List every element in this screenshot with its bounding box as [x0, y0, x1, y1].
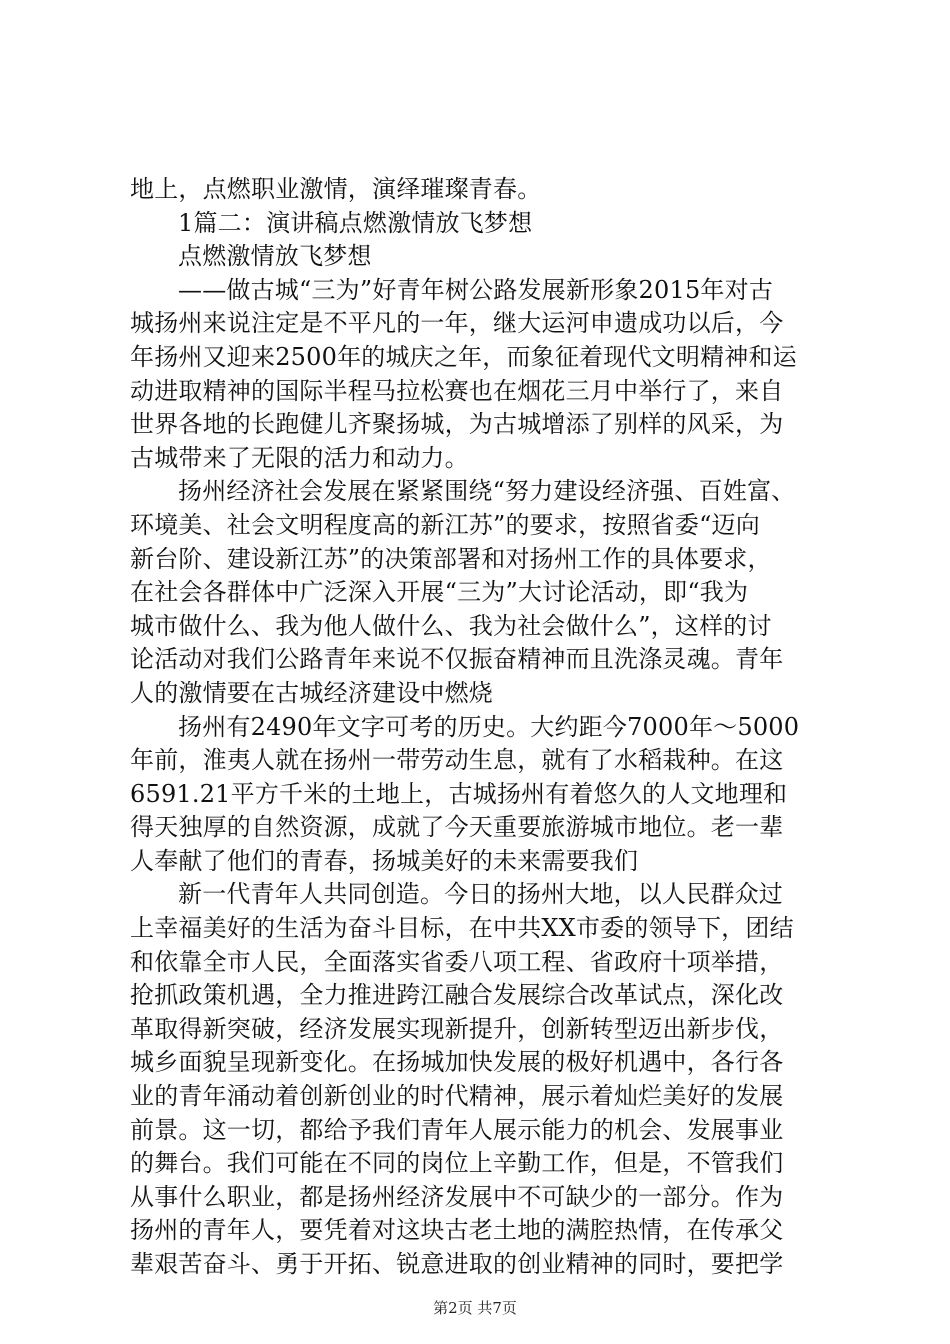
- speech-title: 点燃激情放飞梦想: [178, 242, 372, 271]
- paragraph-start-line: 新一代青年人共同创造。今日的扬州大地，以人民群众过: [178, 880, 783, 909]
- text-line: 前景。这一切，都给予我们青年人展示能力的机会、发展事业: [130, 1115, 784, 1144]
- text-line: 在社会各群体中广泛深入开展“三为”大讨论活动，即“我为: [130, 578, 749, 607]
- text-line: 得天独厚的自然资源，成就了今天重要旅游城市地位。老一辈: [130, 813, 784, 842]
- text-line: 扬州的青年人，要凭着对这块古老土地的满腔热情，在传承父: [130, 1216, 784, 1245]
- text-line: 的舞台。我们可能在不同的岗位上辛勤工作，但是，不管我们: [130, 1149, 784, 1178]
- text-line: 人奉献了他们的青春，扬城美好的未来需要我们: [130, 846, 639, 875]
- text-line: 城乡面貌呈现新变化。在扬城加快发展的极好机遇中，各行各: [130, 1048, 784, 1077]
- text-line: 城扬州来说注定是不平凡的一年，继大运河申遗成功以后，今: [130, 309, 784, 338]
- text-line: 论活动对我们公路青年来说不仅振奋精神而且洗涤灵魂。青年: [130, 645, 784, 674]
- text-line: 动进取精神的国际半程马拉松赛也在烟花三月中举行了，来自: [130, 376, 784, 405]
- text-line: 古城带来了无限的活力和动力。: [130, 443, 469, 472]
- text-line: 从事什么职业，都是扬州经济发展中不可缺少的一部分。作为: [130, 1182, 784, 1211]
- text-line: 抢抓政策机遇，全力推进跨江融合发展综合改革试点，深化改: [130, 981, 784, 1010]
- text-line: 新台阶、建设新江苏”的决策部署和对扬州工作的具体要求，: [130, 544, 772, 573]
- text-line: 世界各地的长跑健儿齐聚扬城，为古城增添了别样的风采，为: [130, 410, 784, 439]
- document-body: [130, 173, 845, 1282]
- text-line: 地上，点燃职业激情，演绎璀璨青春。: [130, 175, 542, 203]
- text-line: 6591.21平方千米的土地上，古城扬州有着悠久的人文地理和: [130, 779, 788, 808]
- text-line: 环境美、社会文明程度高的新江苏”的要求，按照省委“迈向: [130, 510, 760, 539]
- text-line: 和依靠全市人民，全面落实省委八项工程、省政府十项举措，: [130, 947, 784, 976]
- speech-subtitle-line: ——做古城“三为”好青年树公路发展新形象2015年对古: [178, 275, 774, 304]
- text-line: 城市做什么、我为他人做什么、我为社会做什么”，这样的讨: [130, 611, 772, 640]
- text-line: 人的激情要在古城经济建设中燃烧: [130, 678, 493, 707]
- paragraph-start-line: 扬州有2490年文字可考的历史。大约距今7000年～5000: [178, 712, 800, 741]
- text-line: 年扬州又迎来2500年的城庆之年，而象征着现代文明精神和运: [130, 342, 797, 371]
- text-line: 革取得新突破，经济发展实现新提升，创新转型迈出新步伐，: [130, 1014, 784, 1043]
- text-line: 辈艰苦奋斗、勇于开拓、锐意进取的创业精神的同时，要把学: [130, 1250, 784, 1278]
- text-line: 年前，淮夷人就在扬州一带劳动生息，就有了水稻栽种。在这: [130, 746, 784, 775]
- text-line: 业的青年涌动着创新创业的时代精神，展示着灿烂美好的发展: [130, 1082, 784, 1111]
- page-number-footer: 第2页 共7页: [433, 1299, 517, 1317]
- text-line: 上幸福美好的生活为奋斗目标，在中共XX市委的领导下，团结: [130, 914, 794, 943]
- paragraph-start-line: 扬州经济社会发展在紧紧围绕“努力建设经济强、百姓富、: [178, 477, 796, 506]
- section-heading: 1篇二：演讲稿点燃激情放飞梦想: [178, 208, 533, 237]
